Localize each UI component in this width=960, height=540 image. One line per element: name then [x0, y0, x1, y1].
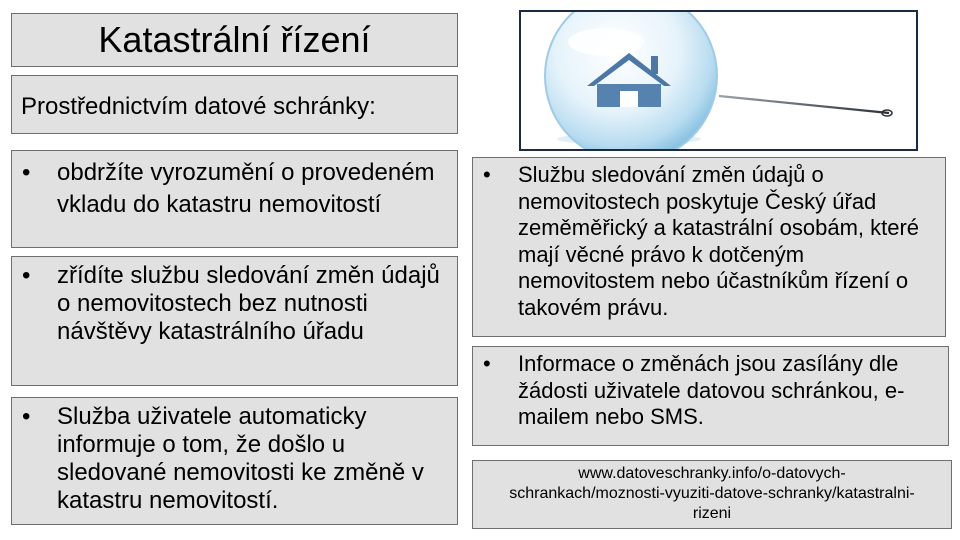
slide-title: Katastrální řízení [98, 19, 371, 60]
slide-subtitle-box [11, 75, 458, 134]
left-bullet-box-2 [11, 256, 458, 386]
source-url[interactable]: www.datoveschranky.info/o-datovych-schrankach/moznosti-vyuziti-datove-schranky/katastralni-rizeni [509, 465, 915, 522]
left-bullet-2: • zřídíte službu sledování změn údajů o nemovitostech bez nutnosti návštěvy katastrálního úřadu [12, 262, 457, 346]
house-in-bubble-with-pin-icon [521, 12, 916, 149]
right-bullet-box-1 [472, 157, 946, 337]
right-bullet-1: • Službu sledování změn údajů o nemovitostech poskytuje Český úřad zeměměřický a katastrální osobám, které mají věcné právo k dotčeným nemovitostem nebo účastníkům řízení o takovém právu. [473, 162, 945, 321]
left-bullet-box-1 [11, 150, 458, 248]
slide-title-box [11, 13, 458, 67]
pin-needle [719, 96, 889, 113]
source-url-box [472, 460, 952, 529]
left-bullet-1: • obdržíte vyrozumění o provedeném vkladu do katastru nemovitostí [12, 157, 457, 221]
right-bullet-2: • Informace o změnách jsou zasílány dle žádosti uživatele datovou schránkou, e-mailem nebo SMS. [473, 351, 948, 431]
slide-subtitle: Prostřednictvím datové schránky: [21, 93, 376, 120]
right-bullet-box-2 [472, 346, 949, 446]
left-bullet-3: • Služba uživatele automaticky informuje o tom, že došlo u sledované nemovitosti ke změně v katastru nemovitostí. [12, 403, 457, 515]
illustration-frame [519, 10, 918, 151]
bubble-highlight [568, 28, 644, 56]
left-bullet-box-3 [11, 397, 458, 525]
